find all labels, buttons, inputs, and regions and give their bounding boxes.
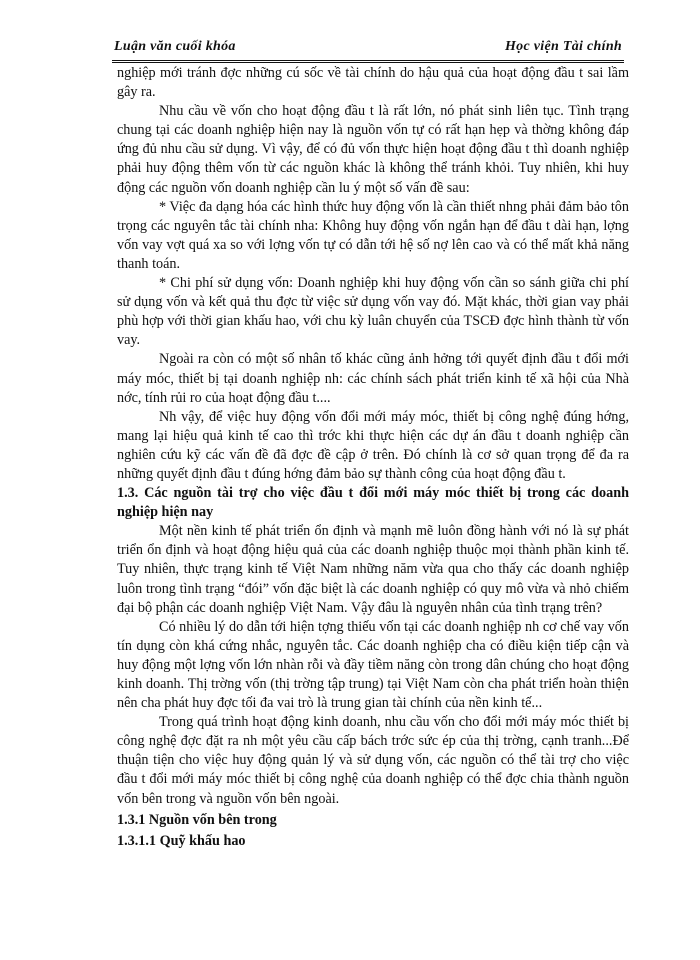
paragraph: Nhu cầu về vốn cho hoạt động đầu t là rất lớn, nó phát sinh liên tục. Tình trạng chung tại các doanh nghiệp hiện nay là nguồn vốn tự có rất hạn hẹp và thờng không đáp ứng đủ nhu cầu sử dụng. Vì vậy, để có đủ vốn thực hiện hoạt động đầu t thì doanh nghiệp phải huy động thêm vốn từ các nguồn khác là không thể tránh khỏi. Tuy nhiên, khi huy động các nguồn vốn doanh nghiệp cần lu ý một số vấn đề sau: (117, 103, 629, 196)
paragraph: Nh vậy, để việc huy động vốn đổi mới máy móc, thiết bị công nghệ đúng hớng, mang lại hiệu quả kinh tế cao thì trớc khi thực hiện các dự án đầu t doanh nghiệp cần nghiên cứu kỹ các vấn đề đã đợc đề cập ở trên. Đó chính là cơ sở quan trọng để đa ra những quyết định đầu t đúng hớng đảm bảo sự thành công của hoạt động đầu t. (117, 408, 629, 482)
document-body (117, 64, 629, 851)
paragraph: Trong quá trình hoạt động kinh doanh, nhu cầu vốn cho đổi mới máy móc thiết bị công nghệ đợc đặt ra nh một yêu cầu cấp bách trớc sức ép của thị trờng, cạnh tranh...Để thuận tiện cho việc huy động quản lý và sử dụng vốn, các nguồn có thể tài trợ cho việc đầu t đổi mới máy móc thiết bị công nghệ của doanh nghiệp có thể đợc chia thành nguồn vốn bên trong và nguồn vốn bên ngoài. (117, 714, 629, 807)
paragraph: Có nhiều lý do dẫn tới hiện tợng thiếu vốn tại các doanh nghiệp nh cơ chế vay vốn tín dụng còn khá cứng nhắc, nguyên tắc. Các doanh nghiệp cha có điều kiện tiếp cận và huy động một lợng vốn lớn nhàn rỗi và đầy tiềm năng còn trong dân chúng cho hoạt động kinh doanh. Thị trờng vốn (thị trờng tập trung) tại Việt Nam còn cha phát triển hoàn thiện nên cha phát huy đợc tối đa vai trò là trung gian tài chính của nền kinh tế... (117, 618, 629, 712)
page-header (112, 38, 624, 63)
paragraph: Một nền kinh tế phát triển ổn định và mạnh mẽ luôn đồng hành với nó là sự phát triển ổn định và hoạt động hiệu quả của các doanh nghiệp thuộc mọi thành phần kinh tế. Tuy nhiên, thực trạng kinh tế Việt Nam những năm vừa qua cho thấy các doanh nghiệp luôn trong tình trạng “đói” vốn đặc biệt là các doanh nghiệp có quy mô vừa và nhỏ chiếm đại bộ phận các doanh nghiệp Việt Nam. Vậy đâu là nguyên nhân của tình trạng trên? (117, 523, 629, 616)
bullet-paragraph: * Việc đa dạng hóa các hình thức huy động vốn là cần thiết nhng phải đảm bảo tôn trọng các nguyên tắc tài chính nha: Không huy động vốn ngắn hạn để đầu t dài hạn, lợng vốn vay vợt quá xa so với lợng vốn tự có dẫn tới hệ số nợ lên cao và có thể mất khả năng thanh toán. (117, 198, 629, 272)
paragraph: nghiệp mới tránh đợc những cú sốc về tài chính do hậu quả của hoạt động đầu t sai lầm gây ra. (117, 65, 629, 101)
header-thesis-title: Luận văn cuối khóa (114, 39, 236, 54)
subsection-heading: 1.3.1 Nguồn vốn bên trong (117, 811, 277, 828)
paragraph: Ngoài ra còn có một số nhân tố khác cũng ảnh hởng tới quyết định đầu t đổi mới máy móc, thiết bị tại doanh nghiệp nh: các chính sách phát triển kinh tế xã hội của Nhà nớc, tính rủi ro của hoạt động đầu t.... (117, 351, 629, 406)
bullet-paragraph: * Chi phí sử dụng vốn: Doanh nghiệp khi huy động vốn cần so sánh giữa chi phí sử dụng vốn và kết quả thu đợc từ việc sử dụng vốn vay đó. Mặt khác, thời gian vay phải phù hợp với thời gian khấu hao, với chu kỳ luân chuyển của TSCĐ đợc hình thành từ vốn vay. (117, 275, 629, 349)
section-heading: 1.3. Các nguồn tài trợ cho việc đầu t đổi mới máy móc thiết bị trong các doanh nghiệp hiện nay (117, 485, 629, 521)
subsubsection-heading: 1.3.1.1 Quỹ khấu hao (117, 832, 246, 849)
header-institution: Học viện Tài chính (504, 39, 622, 54)
